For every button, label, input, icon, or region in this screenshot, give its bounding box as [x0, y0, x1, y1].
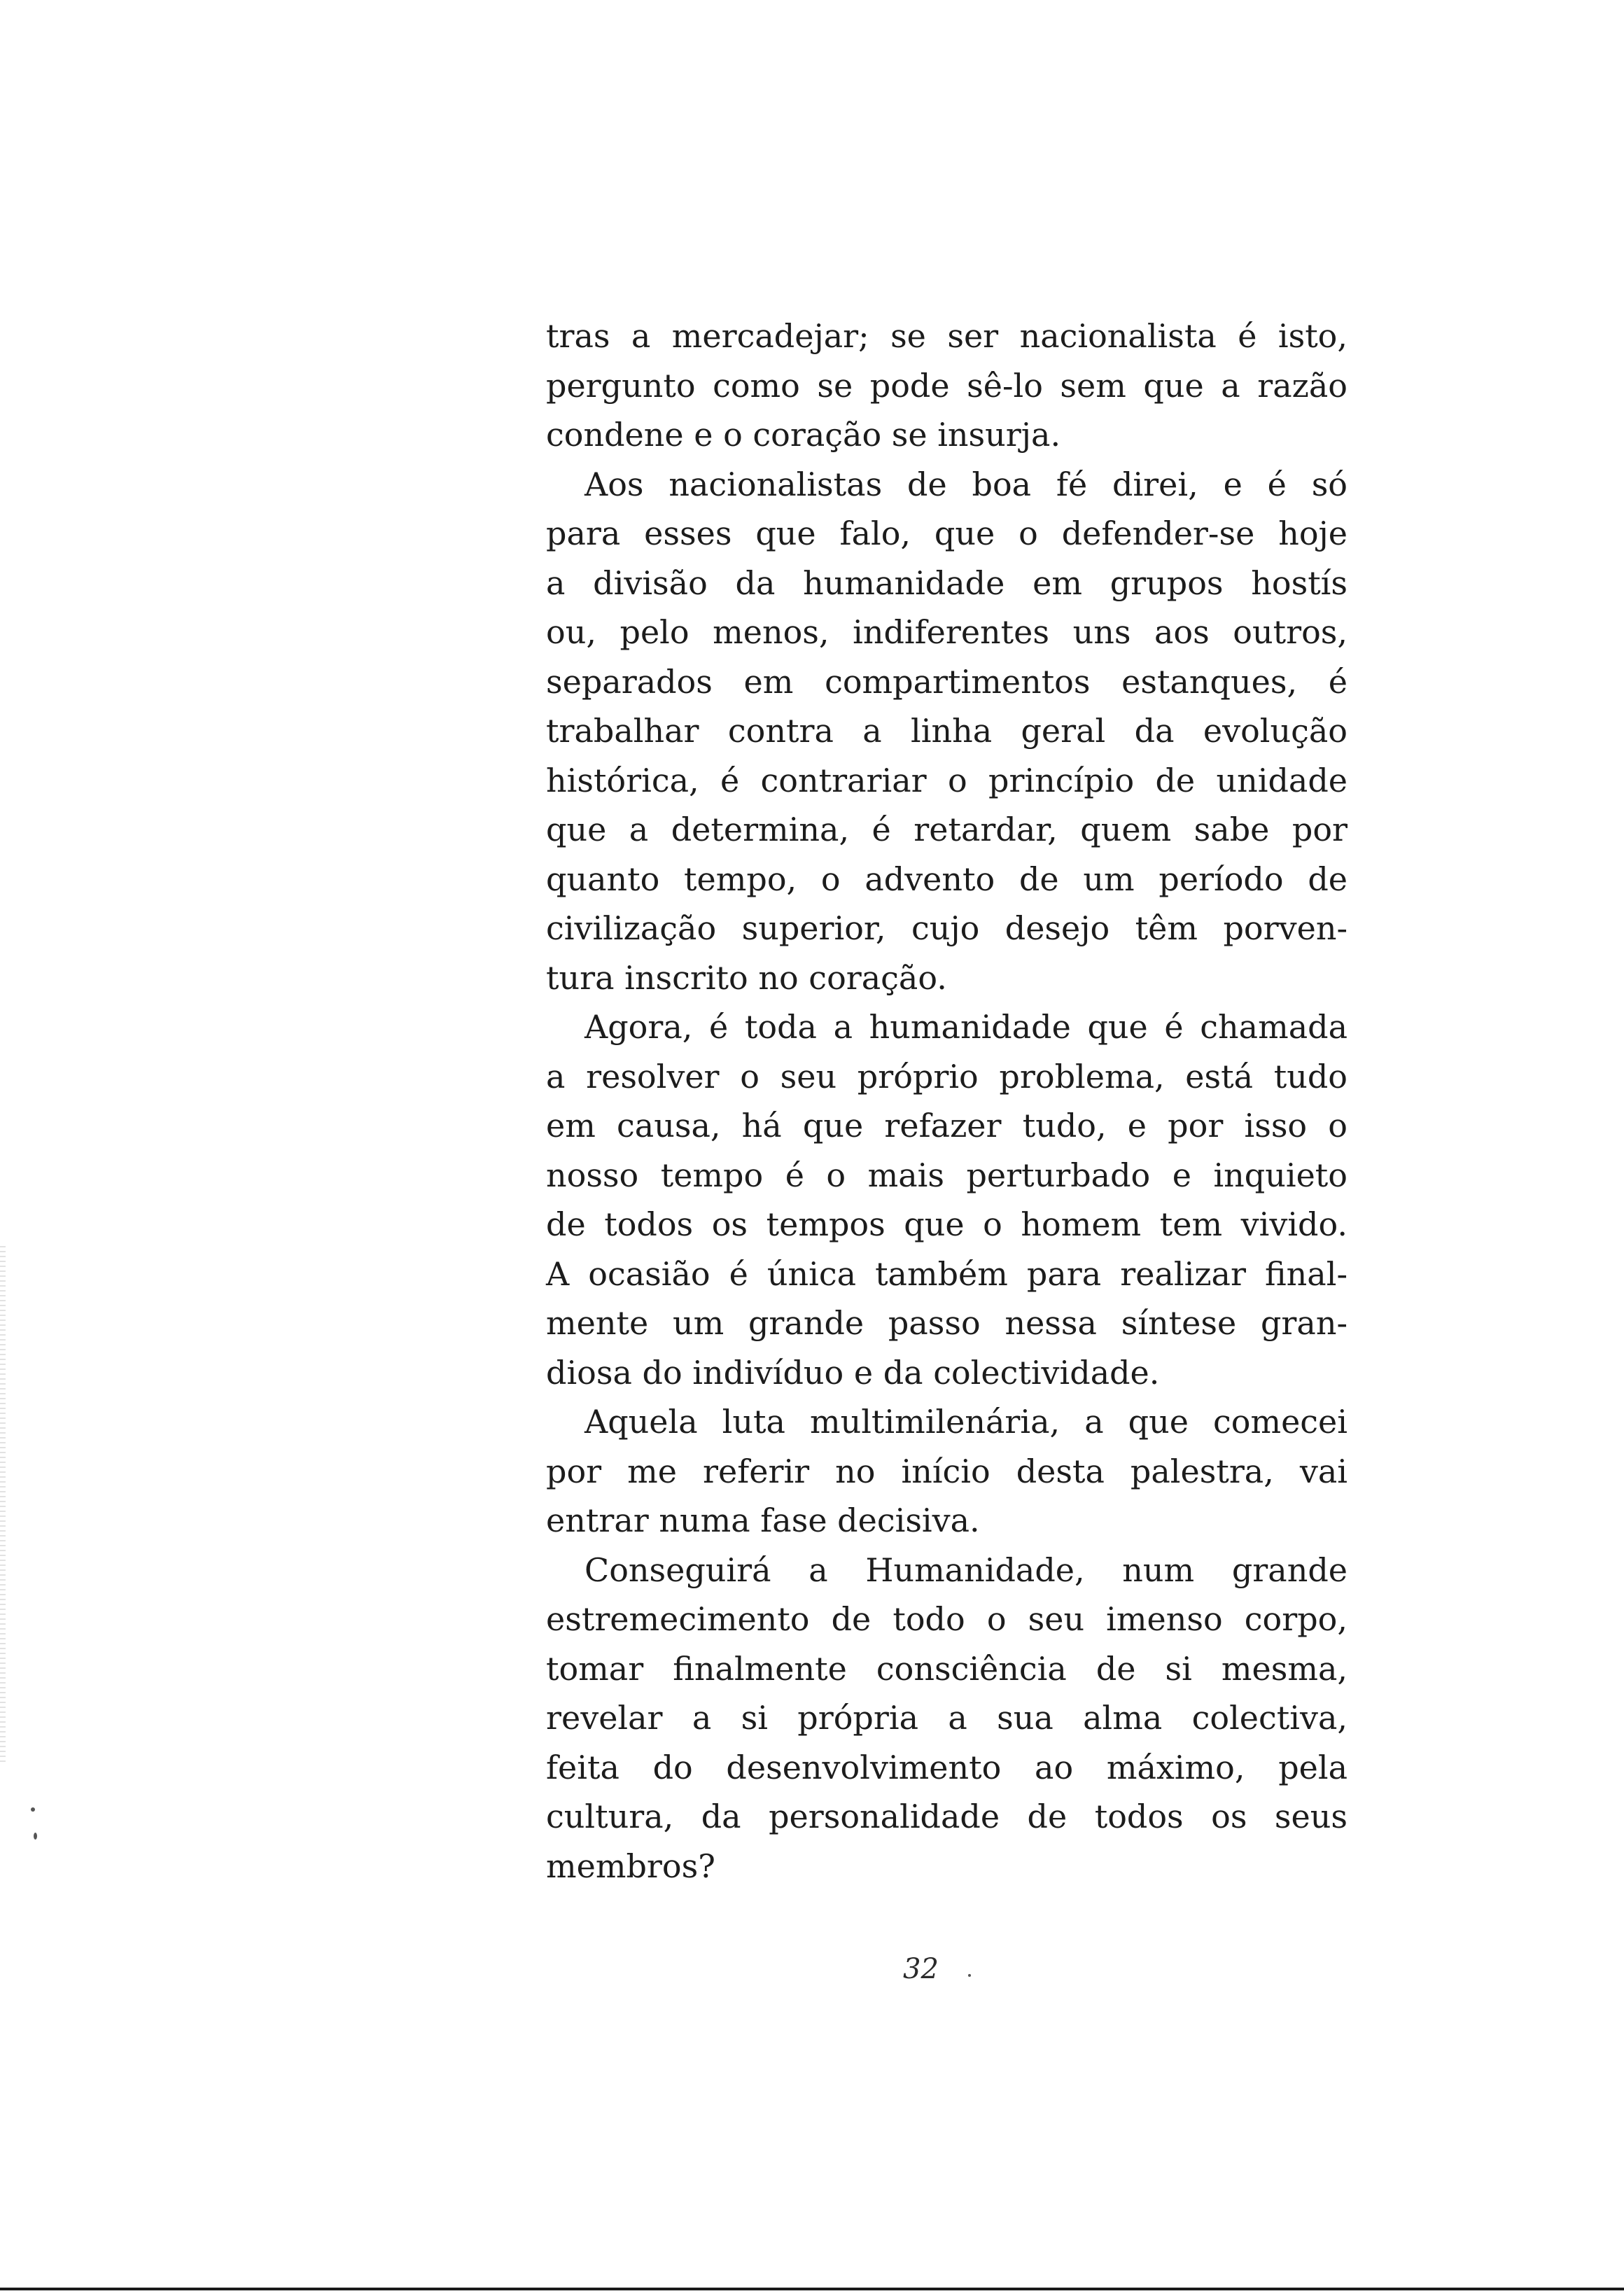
text-line: a divisão da humanidade em grupos hostís: [546, 564, 1348, 602]
text-line: revelar a si própria a sua alma colectiva,: [546, 1699, 1348, 1737]
text-line: entrar numa fase decisiva.: [546, 1502, 980, 1539]
text-line: Conseguirá a Humanidade, num grande: [584, 1550, 1348, 1589]
text-line: diosa do indivíduo e da colectividade.: [546, 1353, 1160, 1392]
text-line: cultura, da personalidade de todos os seus: [546, 1798, 1348, 1835]
text-line: feita do desenvolvimento ao máximo, pela: [546, 1748, 1348, 1786]
paragraph-3: [546, 1002, 1348, 1397]
bottom-edge-line: [0, 2288, 1624, 2290]
text-line: quanto tempo, o advento de um período de: [546, 860, 1348, 898]
paragraph-4: [546, 1397, 1348, 1546]
scan-speck: [34, 1833, 37, 1840]
text-line: civilização superior, cujo desejo têm porven-: [546, 909, 1348, 947]
text-line: A ocasião é única também para realizar final-: [546, 1254, 1348, 1293]
text-line: ou, pelo menos, indiferentes uns aos outros,: [546, 613, 1348, 651]
text-line: tras a mercadejar; se ser nacionalista é isto,: [546, 317, 1348, 355]
paragraph-5: [546, 1546, 1348, 1891]
text-line: nosso tempo é o mais perturbado e inquieto: [546, 1156, 1348, 1194]
text-line: Aos nacionalistas de boa fé direi, e é só: [584, 465, 1348, 503]
text-line: Aquela luta multimilenária, a que comecei: [584, 1403, 1348, 1441]
text-line: que a determina, é retardar, quem sabe por: [546, 811, 1348, 848]
page-number: 32: [903, 1953, 939, 1985]
text-line: mente um grande passo nessa síntese gran-: [546, 1304, 1348, 1342]
text-line: Agora, é toda a humanidade que é chamada: [584, 1008, 1348, 1046]
text-line: trabalhar contra a linha geral da evolução: [546, 712, 1348, 750]
text-line: em causa, há que refazer tudo, e por isso o: [546, 1107, 1348, 1144]
text-line: separados em compartimentos estanques, é: [546, 662, 1348, 701]
text-line: membros?: [546, 1847, 715, 1885]
text-line: condene e o coração se insurja.: [546, 416, 1061, 454]
body-text: [546, 312, 1348, 1891]
text-line: para esses que falo, que o defender-se hoje: [546, 514, 1348, 552]
text-line: estremecimento de todo o seu imenso corpo,: [546, 1600, 1348, 1638]
text-line: a resolver o seu próprio problema, está tudo: [546, 1057, 1348, 1096]
paragraph-1: [546, 312, 1348, 460]
text-line: de todos os tempos que o homem tem vivido.: [546, 1205, 1348, 1243]
paragraph-2: [546, 460, 1348, 1003]
text-line: histórica, é contrariar o princípio de unidade: [546, 761, 1348, 799]
text-line: pergunto como se pode sê-lo sem que a razão: [546, 366, 1348, 405]
text-line: tura inscrito no coração.: [546, 958, 947, 997]
text-line: por me referir no início desta palestra, vai: [546, 1452, 1348, 1490]
text-line: tomar finalmente consciência de si mesma,: [546, 1649, 1348, 1688]
scan-speck: [31, 1807, 35, 1812]
scan-edge-noise: [0, 1246, 6, 1764]
scan-speck: [968, 1974, 971, 1977]
